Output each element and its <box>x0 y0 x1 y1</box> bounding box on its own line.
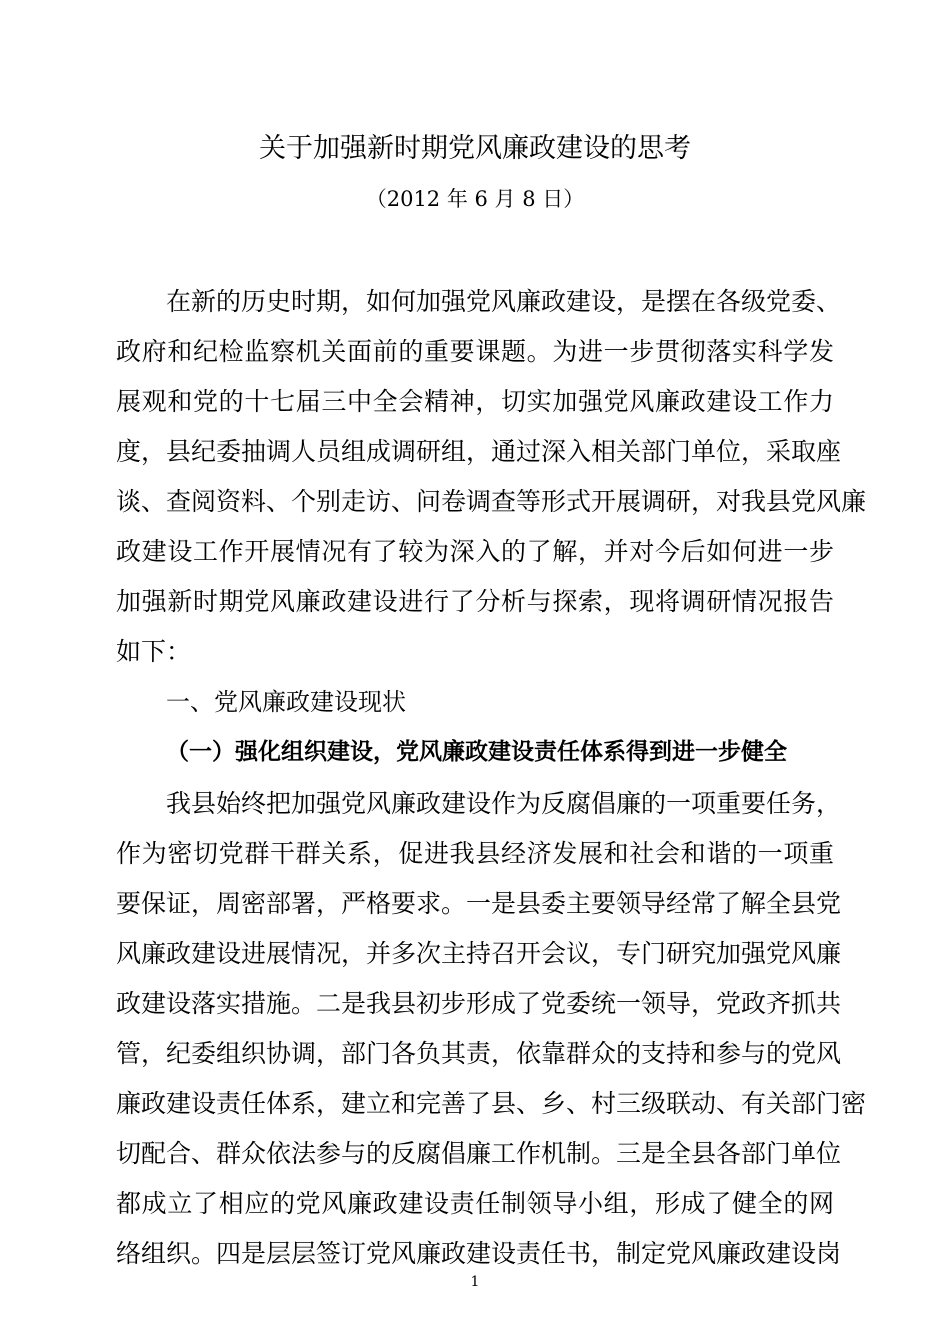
paragraph-line: 加强新时期党风廉政建设进行了分析与探索，现将调研情况报告 <box>116 587 834 616</box>
paragraph-line: 管，纪委组织协调，部门各负其责，依靠群众的支持和参与的党风 <box>116 1039 842 1068</box>
paragraph-line: 廉政建设责任体系，建立和完善了县、乡、村三级联动、有关部门密 <box>116 1089 867 1118</box>
paragraph-line: 要保证，周密部署，严格要求。一是县委主要领导经常了解全县党 <box>116 889 842 918</box>
paragraph-line: 都成立了相应的党风廉政建设责任制领导小组，形成了健全的网 <box>116 1189 834 1218</box>
document-date: （2012 年 6 月 8 日） <box>365 187 585 211</box>
paragraph-line: 我县始终把加强党风廉政建设作为反腐倡廉的一项重要任务， <box>166 789 842 818</box>
paragraph-line: 谈、查阅资料、个别走访、问卷调查等形式开展调研，对我县党风廉 <box>116 487 867 516</box>
page-number: 1 <box>470 1274 480 1290</box>
paragraph-line: 在新的历史时期，如何加强党风廉政建设，是摆在各级党委、 <box>166 287 842 316</box>
paragraph-line: 政建设落实措施。二是我县初步形成了党委统一领导，党政齐抓共 <box>116 989 842 1018</box>
paragraph-line: 度，县纪委抽调人员组成调研组，通过深入相关部门单位，采取座 <box>116 437 842 466</box>
section-heading: 一、党风廉政建设现状 <box>166 688 406 716</box>
paragraph-line: 作为密切党群干群关系，促进我县经济发展和社会和谐的一项重 <box>116 839 834 868</box>
paragraph-line: 政建设工作开展情况有了较为深入的了解，并对今后如何进一步 <box>116 537 834 566</box>
paragraph-line: 风廉政建设进展情况，并多次主持召开会议，专门研究加强党风廉 <box>116 939 842 968</box>
paragraph-line: 政府和纪检监察机关面前的重要课题。为进一步贯彻落实科学发 <box>116 337 834 366</box>
paragraph-line: 络组织。四是层层签订党风廉政建设责任书，制定党风廉政建设岗 <box>116 1239 842 1268</box>
document-title: 关于加强新时期党风廉政建设的思考 <box>259 133 691 164</box>
paragraph-line: 展观和党的十七届三中全会精神，切实加强党风廉政建设工作力 <box>116 387 834 416</box>
subsection-heading: （一）强化组织建设，党风廉政建设责任体系得到进一步健全 <box>166 739 787 765</box>
paragraph-line: 切配合、群众依法参与的反腐倡廉工作机制。三是全县各部门单位 <box>116 1139 842 1168</box>
paragraph-line: 如下： <box>116 637 192 666</box>
